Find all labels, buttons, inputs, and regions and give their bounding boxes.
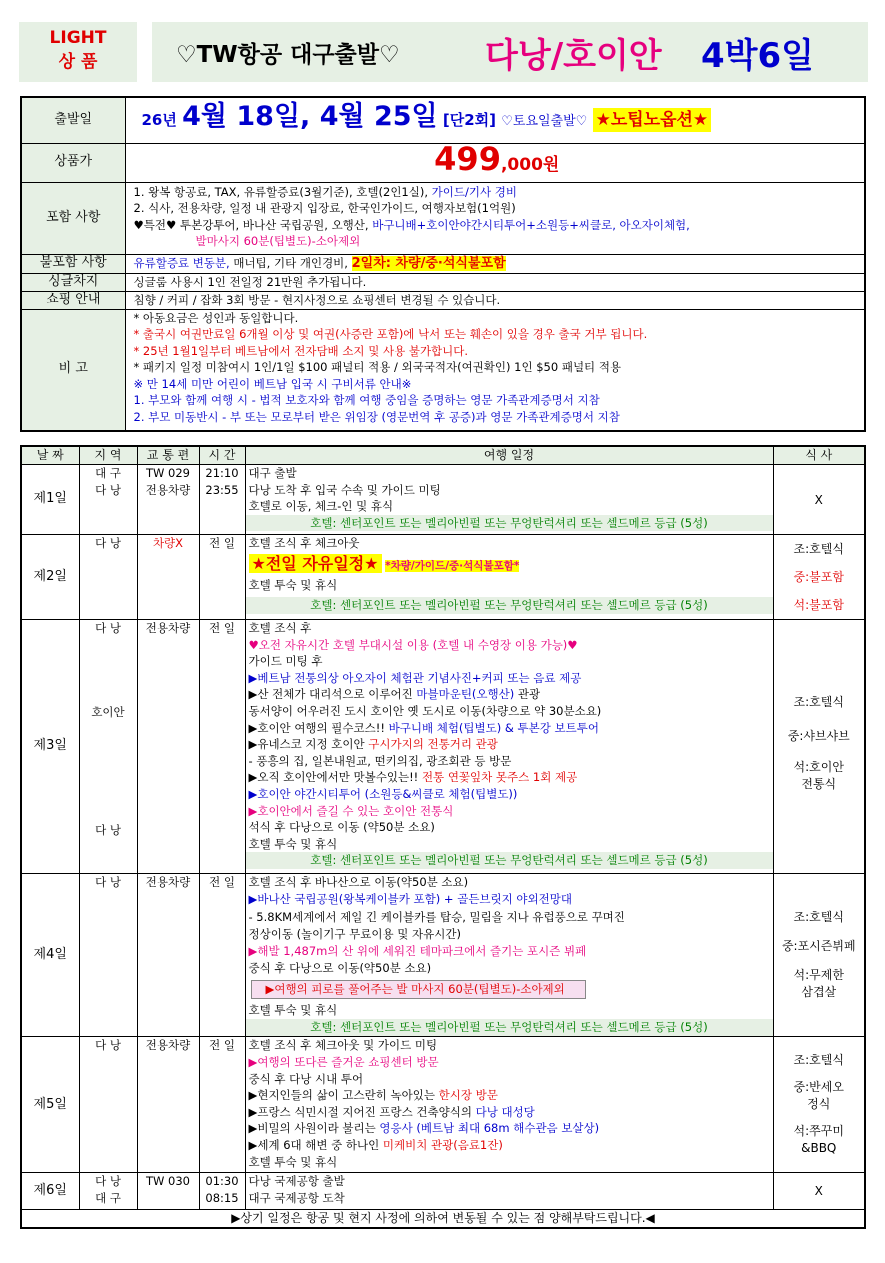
day2-free-note: *차량/가이드/중·석식불포함*: [385, 560, 520, 572]
day5-breakfast: 조:호텔식: [793, 1053, 844, 1068]
remark-line: 1. 부모와 함께 여행 시 - 법적 보호자와 함께 여행 중임을 증명하는 영문 가족관계증명서 지참: [133, 393, 600, 408]
product-info-table: [20, 96, 866, 432]
day3-item: 석식 후 다낭으로 이동 (약50분 소요): [248, 820, 435, 835]
day4-item: 중식 후 다낭으로 이동(약50분 소요): [248, 961, 432, 976]
day1-flight: TW 029: [145, 466, 190, 480]
day6-item: 대구 국제공항 도착: [248, 1190, 345, 1205]
departure-row: [21, 97, 865, 143]
day2-row: [21, 535, 865, 620]
day3-highlight: 전통 연꽃잎차 못주스 1회 제공: [421, 770, 578, 785]
day3-highlight: 바구니배 체험(팁별도) & 투본강 보트투어: [388, 720, 599, 735]
remark-line: * 아동요금은 성인과 동일합니다.: [133, 310, 299, 325]
day6-time: 01:30: [205, 1174, 239, 1189]
day4-item: + 골든브릿지 야외전망대: [443, 892, 572, 907]
remark-line: ※ 만 14세 미만 어린이 베트남 입국 시 구비서류 안내※: [133, 376, 412, 391]
day4-time: 전 일: [199, 874, 245, 1037]
day3-item: 호텔 조식 후: [248, 621, 312, 635]
day5-highlight: 다낭 대성당: [475, 1104, 535, 1119]
departure-weekday: ♡토요일출발♡: [501, 114, 588, 130]
day5-highlight: 미케비치 관광(음료1잔): [382, 1137, 503, 1152]
day3-dinner: 석:호이안: [793, 760, 844, 774]
day3-highlight: 마블마운틴(오행산): [416, 687, 515, 702]
day4-hotel: 호텔: 센터포인트 또는 멜리아빈펄 또는 무엉탄럭셔리 또는 셀드메르 등급 (5성): [246, 1019, 773, 1036]
day6-time: 08:15: [205, 1190, 239, 1205]
day5-row: [21, 1037, 865, 1173]
day1-region: 대 구: [95, 466, 121, 480]
day5-highlight: 한시장 방문: [438, 1088, 498, 1103]
day2-region: 다 낭: [79, 535, 137, 620]
day6-flight: TW 030: [137, 1173, 199, 1210]
day3-item: ♥오전 자유시간 호텔 부대시설 이용 (호텔 내 수영장 이용 가능)♥: [248, 637, 578, 652]
includes-perks: ♥특전♥ 투본강투어, 바나산 국립공원, 오행산,: [133, 217, 369, 232]
day4-item: - 5.8KM세계에서 제일 긴 케이블카를 탑승, 밀림을 지나 유럽풍으로 꾸며진: [248, 909, 625, 924]
day1-label: 제1일: [21, 465, 79, 535]
day4-item: ▶해발 1,487m의 산 위에 세워진 테마파크에서 즐기는 포시즌 뷔페: [248, 944, 587, 959]
day5-item: ▶여행의 또다른 즐거운 쇼핑센터 방문: [248, 1054, 439, 1069]
price-main: 499: [434, 143, 501, 179]
day2-hotel: 호텔: 센터포인트 또는 멜리아빈펄 또는 무엉탄럭셔리 또는 셀드메르 등급 (5성): [246, 597, 773, 614]
light-product-badge: [19, 22, 137, 82]
day4-dinner: 석:무제한: [793, 968, 844, 983]
day5-item: 중식 후 다낭 시내 투어: [248, 1071, 364, 1086]
includes-massage: 발마사지 60분(팁별도)-소아제외: [195, 234, 361, 249]
day4-item: 정상이동 (놀이기구 무료이용 및 자유시간): [248, 926, 461, 941]
departure-count: [단2회]: [442, 111, 496, 130]
itinerary-header: [21, 446, 865, 465]
day5-time: 전 일: [199, 1037, 245, 1173]
includes-row: [21, 182, 865, 254]
day2-item: 호텔 투숙 및 휴식: [248, 578, 338, 592]
day3-item: 가이드 미팅 후: [248, 654, 323, 669]
day3-item: 관광: [517, 687, 541, 702]
day3-breakfast: 조:호텔식: [793, 695, 844, 709]
day5-item: 호텔 투숙 및 휴식: [248, 1154, 338, 1169]
col-transport: 교 통 편: [137, 446, 199, 465]
day6-region: 다 낭: [95, 1174, 121, 1189]
shopping-row: [21, 291, 865, 309]
title-duration: 4박6일: [701, 36, 815, 76]
day5-dinner: 석:쭈꾸미: [793, 1124, 844, 1139]
excludes-row: [21, 254, 865, 273]
day6-item: 다낭 국제공항 출발: [248, 1174, 345, 1189]
day4-item: 호텔 투숙 및 휴식: [248, 1002, 338, 1017]
day6-meal: X: [773, 1173, 865, 1210]
single-row: [21, 273, 865, 291]
excludes-day2: 2일차: 차량/중·석식불포함: [351, 255, 506, 271]
shopping-label: 쇼핑 안내: [21, 291, 125, 309]
remark-line: * 패키지 일정 미참여시 1인/1일 $100 패널티 적용 / 외국국적자(여권확인) 1인 $50 패널티 적용: [133, 360, 622, 375]
col-schedule: 여행 일정: [245, 446, 773, 465]
day3-lunch: 중:샤브샤브: [787, 729, 850, 743]
day1-region: 다 낭: [95, 482, 121, 497]
price-row: [21, 143, 865, 182]
day6-region: 대 구: [95, 1190, 121, 1205]
day5-item: 호텔 조식 후 체크아웃 및 가이드 미팅: [248, 1038, 438, 1053]
day1-item: 대구 출발: [248, 466, 297, 480]
day1-time: 23:55: [205, 482, 239, 497]
day5-transport: 전용차량: [137, 1037, 199, 1173]
excludes-fuel: 유류할증료 변동분,: [133, 255, 230, 270]
remark-line: * 출국시 여권만료일 6개월 이상 및 여권(사증란 포함)에 낙서 또는 훼손이 있을 경우 출국 거부 됩니다.: [133, 327, 648, 342]
day2-item: 호텔 조식 후 체크아웃: [248, 536, 360, 550]
remarks-label: 비 고: [21, 309, 125, 431]
day2-transport: 차량X: [137, 535, 199, 620]
day1-hotel: 호텔: 센터포인트 또는 멜리아빈펄 또는 무엉탄럭셔리 또는 셀드메르 등급 (5성): [246, 515, 773, 532]
includes-line2: 2. 식사, 전용차량, 일정 내 관광지 입장료, 한국인가이드, 여행자보험(1억원): [133, 201, 516, 216]
day3-item: - 풍흥의 집, 일본내원교, 떤키의집, 광조회관 등 방문: [248, 753, 512, 768]
light-label: LIGHT: [49, 28, 107, 48]
title-airline: ♡TW항공 대구출발♡: [176, 42, 400, 68]
day3-item: ▶유네스코 지정 호이안: [248, 737, 365, 752]
remarks-row: [21, 309, 865, 431]
departure-label: 출발일: [21, 97, 125, 143]
remark-line: * 25년 1월1일부터 베트남에서 전자담배 소지 및 사용 불가합니다.: [133, 343, 469, 358]
day4-dinner-detail: 삼겹살: [801, 985, 837, 1000]
col-time: 시 간: [199, 446, 245, 465]
day4-massage: ▶여행의 피로를 풀어주는 발 마사지 60분(팁별도)-소아제외: [251, 980, 586, 999]
day3-item: ▶호이안 여행의 필수코스!!: [248, 720, 385, 735]
day5-region: 다 낭: [79, 1037, 137, 1173]
day4-label: 제4일: [21, 874, 79, 1037]
day2-free-day: ★전일 자유일정★: [249, 554, 382, 573]
single-text: 싱글룸 사용시 1인 전일정 21만원 추가됩니다.: [125, 273, 865, 291]
price-tail: ,000원: [500, 155, 560, 176]
day1-transport: 전용차량: [145, 482, 191, 497]
day5-item: ▶세계 6대 해변 중 하나인: [248, 1137, 380, 1152]
day3-item: ▶오직 호이안에서만 맛볼수있는!!: [248, 770, 419, 785]
day2-time: 전 일: [199, 535, 245, 620]
day3-time: 전 일: [199, 620, 245, 874]
day3-transport: 전용차량: [137, 620, 199, 874]
includes-label: 포함 사항: [21, 182, 125, 254]
day5-dinner-detail: &BBQ: [801, 1141, 837, 1156]
page-title: [152, 22, 868, 82]
day4-item: 호텔 조식 후 바나산으로 이동(약50분 소요): [248, 875, 469, 889]
day4-region: 다 낭: [79, 874, 137, 1037]
day4-row: [21, 874, 865, 1037]
remark-line: 2. 부모 미동반시 - 부 또는 모로부터 받은 위임장 (영문번역 후 공증)과 영문 가족관계증명서 지참: [133, 410, 620, 425]
day2-label: 제2일: [21, 535, 79, 620]
day3-item: ▶베트남 전통의상 아오자이 체험관 기념사진+커피 또는 음료 제공: [248, 670, 582, 685]
includes-guide-fee: 가이드/기사 경비: [431, 184, 517, 199]
day1-item: 다낭 도착 후 입국 수속 및 가이드 미팅: [248, 482, 441, 497]
day3-label: 제3일: [21, 620, 79, 874]
day3-region: 다 낭: [95, 823, 121, 837]
day1-row: [21, 465, 865, 535]
day3-item: 호텔 투숙 및 휴식: [248, 836, 338, 851]
departure-year: 26년: [141, 111, 177, 130]
title-destination: 다낭/호이안: [485, 36, 662, 76]
day5-label: 제5일: [21, 1037, 79, 1173]
no-tip-badge: ★노팁노옵션★: [593, 108, 712, 132]
single-label: 싱글차지: [21, 273, 125, 291]
product-label: 상 품: [58, 52, 98, 72]
day5-lunch-detail: 정식: [807, 1097, 831, 1112]
day3-region: 호이안: [91, 705, 125, 719]
itinerary-table: [20, 445, 866, 1229]
col-date: 날 짜: [21, 446, 79, 465]
day4-lunch: 중:포시즌뷔페: [781, 939, 856, 954]
footer-note: ▶상기 일정은 항공 및 현지 사정에 의하여 변동될 수 있는 점 양해부탁드립니다.◀: [21, 1210, 865, 1228]
day5-highlight: 영응사 (베트남 최대 68m 해수관음 보살상): [379, 1121, 600, 1136]
day3-item: ▶호이안 야간시티투어 (소원등&씨클로 체험(팁별도)): [248, 786, 518, 801]
day6-label: 제6일: [21, 1173, 79, 1210]
day1-item: 호텔로 이동, 체크-인 및 휴식: [248, 499, 394, 514]
col-meal: 식 사: [773, 446, 865, 465]
day3-row: [21, 620, 865, 874]
day2-lunch: 중:불포함: [793, 570, 844, 584]
day5-item: ▶현지인들의 삶이 고스란히 녹아있는: [248, 1088, 435, 1103]
day1-time: 21:10: [205, 466, 239, 480]
col-region: 지 역: [79, 446, 137, 465]
day4-breakfast: 조:호텔식: [793, 910, 844, 925]
includes-perks-tours: 바구니배+호이안야간시티투어+소원등+씨클로, 아오자이체험,: [372, 217, 690, 232]
day3-item: ▶호이안에서 즐길 수 있는 호이안 전통식: [248, 803, 454, 818]
day3-item: 동서양이 어우러진 도시 호이안 옛 도시로 이동(차량으로 약 30분소요): [248, 703, 602, 718]
day4-item: ▶바나산 국립공원(왕복케이블카 포함): [248, 892, 441, 907]
day2-dinner: 석:불포함: [793, 598, 844, 612]
day3-highlight: 구시가지의 전통거리 관광: [368, 737, 498, 752]
price-label: 상품가: [21, 143, 125, 182]
day3-item: ▶산 전체가 대리석으로 이루어진: [248, 687, 413, 702]
includes-line1: 1. 왕복 항공료, TAX, 유류할증료(3월기준), 호텔(2인1실),: [133, 184, 428, 199]
day6-row: [21, 1173, 865, 1210]
excludes-label: 불포함 사항: [21, 254, 125, 273]
day3-hotel: 호텔: 센터포인트 또는 멜리아빈펄 또는 무엉탄럭셔리 또는 셀드메르 등급 (5성): [246, 852, 773, 869]
day3-dinner-detail: 전통식: [801, 777, 837, 791]
day2-breakfast: 조:호텔식: [793, 542, 844, 556]
excludes-tips: 매너팁, 기타 개인경비,: [233, 255, 348, 270]
shopping-text: 침향 / 커피 / 잡화 3회 방문 - 현지사정으로 쇼핑센터 변경될 수 있습니다.: [125, 291, 865, 309]
footer-row: [21, 1210, 865, 1228]
day5-item: ▶프랑스 식민시절 지어진 프랑스 건축양식의: [248, 1104, 472, 1119]
day1-meal: X: [773, 465, 865, 535]
day3-region: 다 낭: [95, 621, 121, 635]
day4-transport: 전용차량: [137, 874, 199, 1037]
departure-dates: 4월 18일, 4월 25일: [182, 101, 438, 133]
day5-item: ▶비밀의 사원이라 불리는: [248, 1121, 376, 1136]
day5-lunch: 중:반세오: [793, 1080, 844, 1095]
